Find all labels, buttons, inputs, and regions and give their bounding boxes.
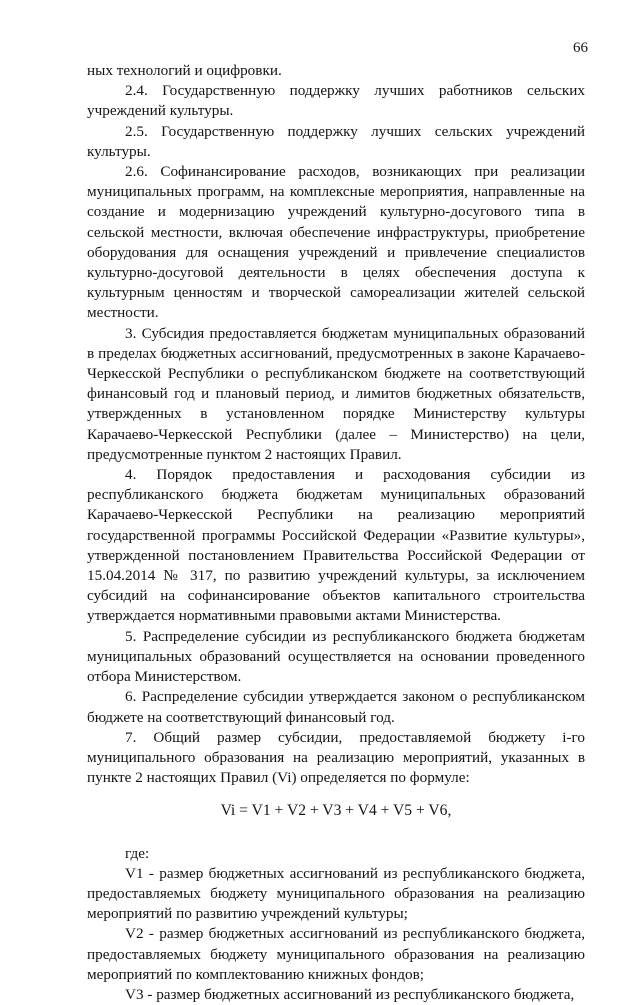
definition-v3: V3 - размер бюджетных ассигнований из республиканского бюджета, (125, 985, 575, 1003)
paragraph-2-4: 2.4. Государственную поддержку лучших работников сельских учреждений культуры. (87, 82, 585, 120)
paragraph-6: 6. Распределение субсидии утверждается законом о республиканском бюджете на соответствующий финансовый год. (87, 688, 585, 726)
paragraph-continuation: ных технологий и оцифровки. (87, 62, 282, 79)
paragraph-5: 5. Распределение субсидии из республиканского бюджета бюджетам муниципальных образований осуществляется на основании проведенного отбора Министерством. (87, 627, 585, 686)
definition-v2: V2 - размер бюджетных ассигнований из республиканского бюджета, предоставляемых бюджету муниципального образования на реализацию мероприятий по комплектованию книжных фондов; (87, 925, 585, 983)
page-number: 66 (573, 40, 588, 56)
paragraph-3: 3. Субсидия предоставляется бюджетам муниципальных образований в пределах бюджетных ассигнований, предусмотренных в законе Карачаево-Черкесской Республики о республиканском бюджете на соответствующий финансовый год и плановый период, и лимитов бюджетных обязательств, утвержденных в установленном порядке Министерству культуры Карачаево-Черкесской Республики (далее – Министерство) на цели, предусмотренные пунктом 2 настоящих Правил. (87, 324, 585, 463)
definition-v1: V1 - размер бюджетных ассигнований из республиканского бюджета, предоставляемых бюджету муниципального образования на реализацию мероприятий по развитию учреждений культуры; (87, 864, 585, 923)
document-body (87, 61, 585, 1005)
paragraph-2-5: 2.5. Государственную поддержку лучших сельских учреждений культуры. (87, 122, 585, 160)
paragraph-2-6: 2.6. Софинансирование расходов, возникающих при реализации муниципальных программ, на комплексные мероприятия, направленные на создание и модернизацию учреждений культурно-досугового типа в сельской местности, включая обеспечение инфраструктуры, приобретение оборудования для оснащения учреждений и привлечение специалистов культурно-досуговой деятельности в целях обеспечения доступа к культурным ценностям и творческой самореализации жителей сельской местности. (87, 163, 585, 322)
where-label: где: (125, 844, 150, 862)
formula: Vi = V1 + V2 + V3 + V4 + V5 + V6, (220, 802, 452, 820)
paragraph-7: 7. Общий размер субсидии, предоставляемой бюджету i-го муниципального образования на реализацию мероприятий, указанных в пункте 2 настоящих Правил (Vi) определяется по формуле: (87, 728, 585, 787)
paragraph-4: 4. Порядок предоставления и расходования субсидии из республиканского бюджета бюджетам муниципальных образований Карачаево-Черкесской Республики на реализацию мероприятий государственной программы Российской Федерации «Развитие культуры», утвержденной постановлением Правительства Российской Федерации от 15.04.2014 № 317, по развитию учреждений культуры, за исключением субсидий на софинансирование объектов капитального строительства утверждается нормативными правовыми актами Министерства. (87, 466, 585, 625)
